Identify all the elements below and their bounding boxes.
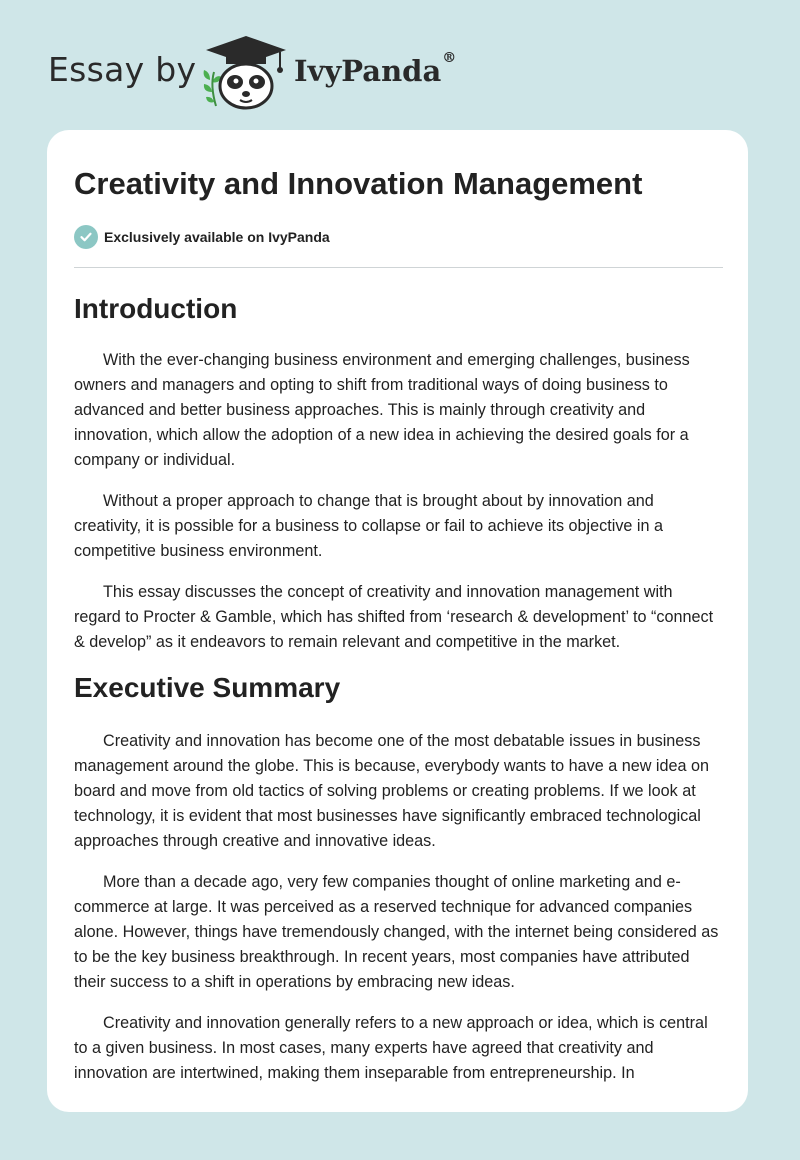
site-header	[0, 0, 800, 120]
exclusive-badge	[74, 224, 723, 250]
section-heading: Executive Summary	[74, 672, 341, 703]
registered-mark: ®	[442, 50, 457, 66]
essay-content	[74, 160, 723, 1086]
paragraph: With the ever-changing business environment and emerging challenges, business owners and managers and opting to shift from traditional ways of doing business to advanced and better business approaches. This is mainly through creativity and innovation, which allow the adoption of a new idea in achieving the desired goals for a company or individual.	[74, 351, 690, 469]
panda-mascot-icon[interactable]	[200, 34, 292, 110]
paragraph: Without a proper approach to change that is brought about by innovation and creativity, it is possible for a business to collapse or fail to achieve its objective in a competitive business environment.	[74, 492, 664, 560]
exclusive-badge-label: Exclusively available on IvyPanda	[104, 229, 330, 245]
paragraph: This essay discusses the concept of creativity and innovation management with regard to Procter & Gamble, which has shifted from ‘research & development’ to “connect & develop” as it endeavors to remain relevant and competitive in the market.	[74, 583, 714, 651]
paragraph: Creativity and innovation generally refers to a new approach or idea, which is central to a given business. In most cases, many experts have agreed that creativity and innovation are intertwined, making them inseparable from entrepreneurship. In	[74, 1014, 708, 1082]
title-divider	[74, 267, 723, 268]
section-executive-summary	[74, 669, 723, 1086]
paragraph: More than a decade ago, very few companies thought of online marketing and e-commerce at large. It was perceived as a reserved technique for advanced companies alone. However, things have tremendously changed, with the internet being considered as to be the key business breakthrough. In recent years, most companies have attributed their success to a shift in operations by embracing new ideas.	[74, 873, 719, 991]
essay-by-label: Essay by	[48, 50, 197, 89]
section-heading: Introduction	[74, 293, 238, 324]
brand-name-text: IvyPanda	[294, 54, 442, 88]
section-introduction	[74, 290, 723, 655]
brand-name[interactable]	[294, 50, 457, 88]
check-circle-icon	[74, 225, 98, 249]
paragraph: Creativity and innovation has become one of the most debatable issues in business management around the globe. This is because, everybody wants to have a new idea on board and move from old tactics of solving problems or creating problems. If we look at technology, it is evident that most businesses have significantly embraced technological approaches through creative and innovative ideas.	[74, 732, 710, 850]
essay-card	[47, 130, 748, 1112]
essay-title: Creativity and Innovation Management	[74, 166, 643, 201]
